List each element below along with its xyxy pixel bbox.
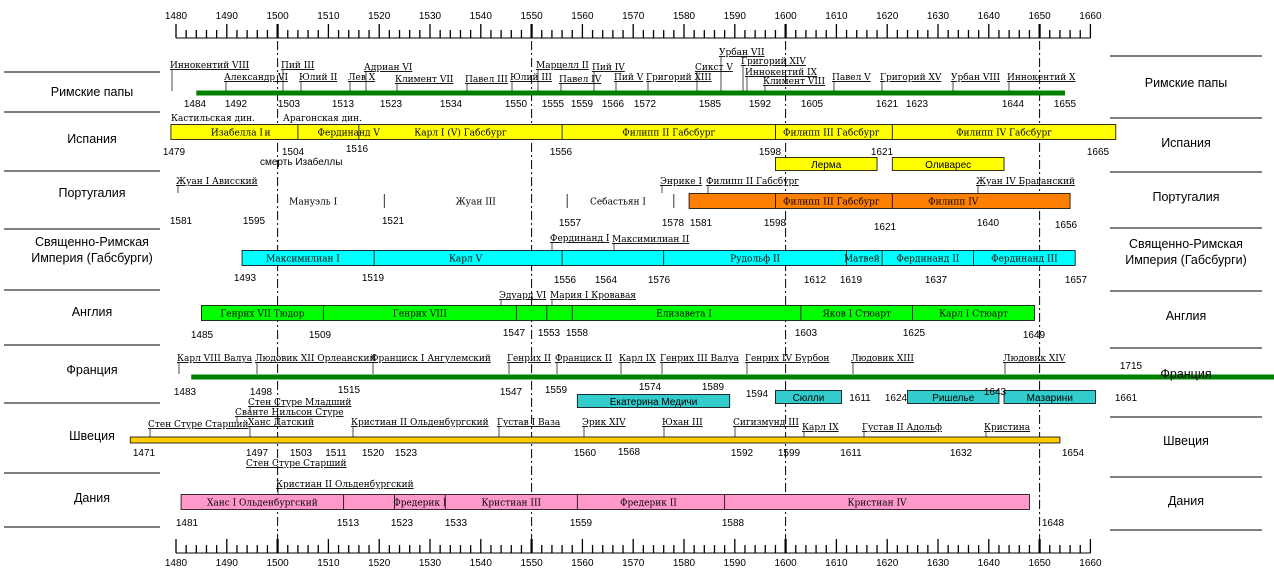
row-label-right-denmark: Дания [1167,494,1205,508]
scale-year-label: 1490 [215,558,238,569]
ruler-papacy: Лев X [348,73,376,83]
segment-label-portugal: Жуан III [455,197,496,208]
year-papacy: 1572 [633,99,657,110]
year-denmark: 1588 [721,518,745,529]
segment-label-england: Яков I Стюарт [822,309,891,320]
ruler-papacy: Григорий XIV [741,57,806,67]
segment-label-hre: Рудольф II [730,254,781,265]
row-label-right-england: Англия [1165,309,1207,323]
scale-year-label: 1520 [368,11,391,22]
year-papacy: 1513 [331,99,355,110]
year-france: 1574 [638,382,662,393]
scale-year-label: 1600 [774,11,797,22]
scale-year-label: 1620 [876,558,899,569]
ruler-papacy: Адриан VI [364,63,413,73]
year-portugal: 1598 [763,218,787,229]
row-label-right-hre: Империя (Габсбурги) [1125,253,1247,267]
ruler-portugal: Жуан IV Браганский [976,177,1076,187]
segment-label-spain: Филипп III Габсбург [783,128,880,139]
segment-label-england: Генрих VIII [392,309,447,320]
year-hre: 1519 [361,273,385,284]
segment-label-portugal: Филипп III Габсбург [783,197,880,208]
ruler-sweden: Стен Стуре Старший [246,459,347,469]
ruler-france: Генрих III Валуа [660,354,739,364]
year-england: 1553 [537,328,561,339]
scale-year-label: 1610 [825,558,848,569]
year-sweden: 1568 [617,447,641,458]
segment-label-denmark: Фредерик I [393,498,447,509]
scale-year-label: 1480 [164,11,188,22]
year-england: 1509 [308,330,332,341]
year-denmark: 1559 [569,518,593,529]
year-sweden: 1560 [573,448,597,459]
year-denmark: 1523 [390,518,414,529]
ruler-spain: Кастильская дин. [171,114,255,124]
segment-label-spain: Фердинанд V [317,128,380,139]
row-label-left-denmark: Дания [73,491,111,505]
year-sweden: 1511 [325,448,347,459]
year-france: 1498 [249,387,273,398]
ruler-france: Франциск I Ангулемский [371,354,491,364]
year-portugal: 1521 [381,216,405,227]
ruler-sweden: Юхан III [662,418,703,428]
year-papacy: 1623 [905,99,929,110]
year-papacy: 1523 [379,99,403,110]
year-portugal: 1656 [1054,220,1078,231]
ruler-papacy: Пий III [281,61,315,71]
ruler-papacy: Пий V [614,73,644,83]
year-france: 1611 [849,393,871,404]
year-portugal: 1621 [873,222,897,233]
year-hre: 1612 [803,275,827,286]
ruler-portugal: Энрике I [660,177,703,187]
year-portugal: 1581 [169,216,193,227]
year-papacy: 1644 [1001,99,1025,110]
scale-year-label: 1660 [1079,558,1102,569]
ruler-france: Людовик XIV [1003,354,1066,364]
year-hre: 1637 [924,275,948,286]
segment-label-denmark: Кристиан IV [847,498,907,509]
row-label-right-papacy: Римские папы [1144,76,1228,90]
year-spain: 1516 [345,144,369,155]
ruler-papacy: Сикст V [695,63,733,73]
year-sweden: 1632 [949,448,973,459]
segment-label-england: Генрих VII Тюдор [220,309,305,320]
ruler-papacy: Павел V [832,73,871,83]
segment-label-hre: Фердинанд II [896,254,960,265]
year-denmark: 1648 [1041,518,1065,529]
year-england: 1485 [190,330,214,341]
ruler-papacy: Павел III [465,75,508,85]
year-france: 1661 [1114,393,1138,404]
ruler-portugal: Жуан I Ависский [176,177,258,187]
year-france: 1715 [1119,361,1143,372]
scale-year-label: 1500 [266,11,289,22]
year-hre: 1556 [553,275,577,286]
ruler-papacy: Юлий III [510,73,552,83]
ruler-spain: смерть Изабеллы [260,157,343,168]
year-france: 1559 [544,385,568,396]
year-france: 1594 [745,389,769,400]
year-sweden: 1503 [289,448,313,459]
ruler-papacy: Урбан VII [719,48,765,58]
segment-label-spain: Изабелла I [210,128,264,139]
segment-label-portugal: Себастьян I [589,197,646,208]
row-label-left-spain: Испания [67,132,117,146]
year-papacy: 1559 [570,99,594,110]
ruler-sweden: Стен Стуре Старший [148,420,249,430]
bar-label-france-sully: Сюлли [792,393,825,404]
year-sweden: 1497 [245,448,269,459]
year-sweden: 1520 [361,448,385,459]
year-papacy: 1492 [224,99,248,110]
year-sweden: 1599 [777,448,801,459]
year-spain: 1665 [1086,147,1110,158]
scale-year-label: 1640 [977,11,1000,22]
segment-label-portugal: Филипп IV [928,197,979,208]
segment-label-denmark: Кристиан III [481,498,542,509]
ruler-papacy: Юлий II [299,73,338,83]
scale-year-label: 1620 [876,11,899,22]
year-spain: 1598 [758,147,782,158]
year-spain: 1479 [162,147,186,158]
ruler-papacy: Александр VI [224,73,289,83]
scale-year-label: 1540 [469,558,492,569]
year-papacy: 1566 [601,99,625,110]
bar-sweden [130,437,1060,443]
year-england: 1547 [502,328,526,339]
ruler-papacy: Пий IV [592,63,625,73]
ruler-sweden: Густав I Ваза [497,418,561,428]
labels [31,47,1247,529]
year-hre: 1619 [839,275,863,286]
segment-label-denmark: Ханс I Ольденбургский [206,498,318,509]
ruler-france: Карл VIII Валуа [177,354,253,364]
year-france: 1624 [884,393,908,404]
row-label-left-portugal: Португалия [58,186,126,200]
year-sweden: 1592 [730,448,754,459]
scale-year-label: 1520 [368,558,391,569]
bar-label-france-mazarin: Мазарини [1026,393,1073,404]
ruler-papacy: Павел IV [559,75,602,85]
year-portugal: 1557 [558,218,582,229]
ruler-sweden: Сигизмунд III [733,418,799,428]
year-denmark: 1481 [175,518,199,529]
bar-england [201,306,1034,321]
year-papacy: 1592 [748,99,772,110]
year-england: 1603 [794,328,818,339]
ruler-sweden: Стен Стуре Младший [248,398,352,408]
scale-year-label: 1500 [266,558,289,569]
segment-label-hre: Матвей [843,254,880,265]
segment-label-spain: Карл I (V) Габсбург [414,128,507,139]
year-england: 1625 [902,328,926,339]
scale-year-label: 1510 [317,11,340,22]
year-sweden: 1523 [394,448,418,459]
ruler-hre: Фердинанд I [550,234,610,244]
year-denmark: 1533 [444,518,468,529]
segment-label-portugal: Мануэль I [289,197,338,208]
bar-label-spain-olivares: Оливарес [925,160,972,171]
row-label-left-france: Франция [66,363,118,377]
scale-year-label: 1570 [622,558,645,569]
year-papacy: 1534 [439,99,463,110]
scale-year-label: 1560 [571,11,594,22]
year-papacy: 1621 [875,99,899,110]
scale-year-label: 1630 [926,558,950,569]
row-label-right-france: Франция [1160,367,1212,381]
ruler-sweden: Кристиан II Ольденбургский [351,418,489,428]
ruler-sweden: Густав II Адольф [862,423,942,433]
year-papacy: 1503 [277,99,301,110]
ruler-france: Людовик XIII [851,354,914,364]
bar-papacy [196,91,1065,96]
year-denmark: 1513 [336,518,360,529]
ruler-sweden: Ханс Датский [248,418,314,428]
scale-year-label: 1640 [977,558,1000,569]
year-sweden: 1471 [132,448,156,459]
year-portugal: 1640 [976,218,1000,229]
scale-year-label: 1630 [926,11,950,22]
ruler-papacy: Иннокентий X [1007,73,1076,83]
ruler-england: Мария I Кровавая [550,291,636,301]
ruler-papacy: Марцелл II [536,61,589,71]
segment-label-hre: Максимилиан I [266,254,340,265]
ruler-sweden: Карл IX [802,423,839,433]
row-label-right-portugal: Португалия [1152,190,1220,204]
year-papacy: 1484 [183,99,207,110]
segment-label-hre: Фердинанд III [991,254,1058,265]
bar-france [191,375,1274,380]
year-portugal: 1595 [242,216,266,227]
scale-year-label: 1560 [571,558,594,569]
scale-year-label: 1530 [418,11,442,22]
year-sweden: 1611 [840,448,862,459]
ruler-spain: Арагонская дин. [283,114,363,124]
row-label-right-spain: Испания [1161,136,1211,150]
scale-year-label: 1660 [1079,11,1102,22]
year-papacy: 1555 [541,99,565,110]
ruler-hre: Максимилиан II [612,235,690,245]
scale-year-label: 1610 [825,11,848,22]
year-spain: 1504 [281,147,305,158]
bar-label-france-richelieu: Ришелье [932,393,975,404]
year-papacy: 1550 [504,99,528,110]
ruler-sweden: Сванте Нильсон Стуре [235,408,344,418]
ruler-papacy: Иннокентий VIII [170,61,250,71]
ruler-portugal: Филипп II Габсбург [706,177,799,187]
segment-label-spain: Филипп IV Габсбург [956,128,1053,139]
scale-year-label: 1580 [672,558,696,569]
year-france: 1483 [173,387,197,398]
scale-year-label: 1550 [520,558,543,569]
row-label-right-sweden: Швеция [1163,434,1209,448]
segment-label-spain: Филипп II Габсбург [622,128,716,139]
scale-year-label: 1650 [1028,11,1051,22]
scale-year-label: 1480 [164,558,188,569]
year-hre: 1576 [647,275,671,286]
year-england: 1558 [565,328,589,339]
segment-label-spain: и [264,128,271,139]
year-spain: 1556 [549,147,573,158]
ruler-england: Эдуард VI [499,291,547,301]
scale-year-label: 1570 [622,11,645,22]
ruler-papacy: Григорий XIII [646,73,712,83]
year-france: 1643 [983,387,1007,398]
segment-label-england: Карл I Стюарт [939,309,1009,320]
year-france: 1515 [337,385,361,396]
row-label-left-england: Англия [71,305,113,319]
year-france: 1589 [701,382,725,393]
ruler-france: Генрих IV Бурбон [745,354,830,364]
scale-year-label: 1590 [723,558,746,569]
year-papacy: 1655 [1053,99,1077,110]
year-papacy: 1585 [698,99,722,110]
ruler-sweden: Кристина [984,423,1031,433]
ruler-france: Карл IX [619,354,656,364]
scale-year-label: 1590 [723,11,746,22]
year-portugal: 1581 [689,218,713,229]
row-label-left-papacy: Римские папы [50,85,134,99]
scale-year-label: 1510 [317,558,340,569]
bar-label-france-medici: Екатерина Медичи [609,397,698,408]
row-label-right-hre: Священно-Римская [1129,237,1243,251]
ruler-papacy: Климент VIII [763,77,826,87]
ruler-france: Генрих II [507,354,552,364]
scale-year-label: 1600 [774,558,797,569]
ruler-papacy: Иннокентий IX [745,68,818,78]
ruler-france: Людовик XII Орлеанский [255,354,376,364]
year-papacy: 1605 [800,99,824,110]
ruler-france: Франциск II [555,354,613,364]
segment-label-england: Елизавета I [656,309,712,320]
ruler-papacy: Климент VII [395,75,454,85]
segment-label-hre: Карл V [448,254,483,265]
year-sweden: 1654 [1061,448,1085,459]
row-label-left-hre: Империя (Габсбурги) [31,251,153,265]
segment-label-denmark: Фредерик II [620,498,677,509]
scale-year-label: 1540 [469,11,492,22]
year-france: 1547 [499,387,523,398]
year-portugal: 1578 [661,218,685,229]
scale-year-label: 1550 [520,11,543,22]
row-label-left-hre: Священно-Римская [35,235,149,249]
year-spain: 1621 [870,147,894,158]
ruler-papacy: Григорий XV [880,73,942,83]
year-england: 1649 [1022,330,1046,341]
ruler-papacy: Урбан VIII [951,73,1001,83]
scale-year-label: 1650 [1028,558,1051,569]
bar-label-spain-lerma: Лерма [811,160,842,171]
row-label-left-sweden: Швеция [69,429,115,443]
year-hre: 1564 [594,275,618,286]
ruler-sweden: Эрик XIV [582,418,626,428]
scale-year-label: 1580 [672,11,696,22]
scale-year-label: 1530 [418,558,442,569]
ruler-denmark: Кристиан II Ольденбургский [276,480,414,490]
year-hre: 1493 [233,273,257,284]
year-hre: 1657 [1064,275,1088,286]
scale-year-label: 1490 [215,11,238,22]
